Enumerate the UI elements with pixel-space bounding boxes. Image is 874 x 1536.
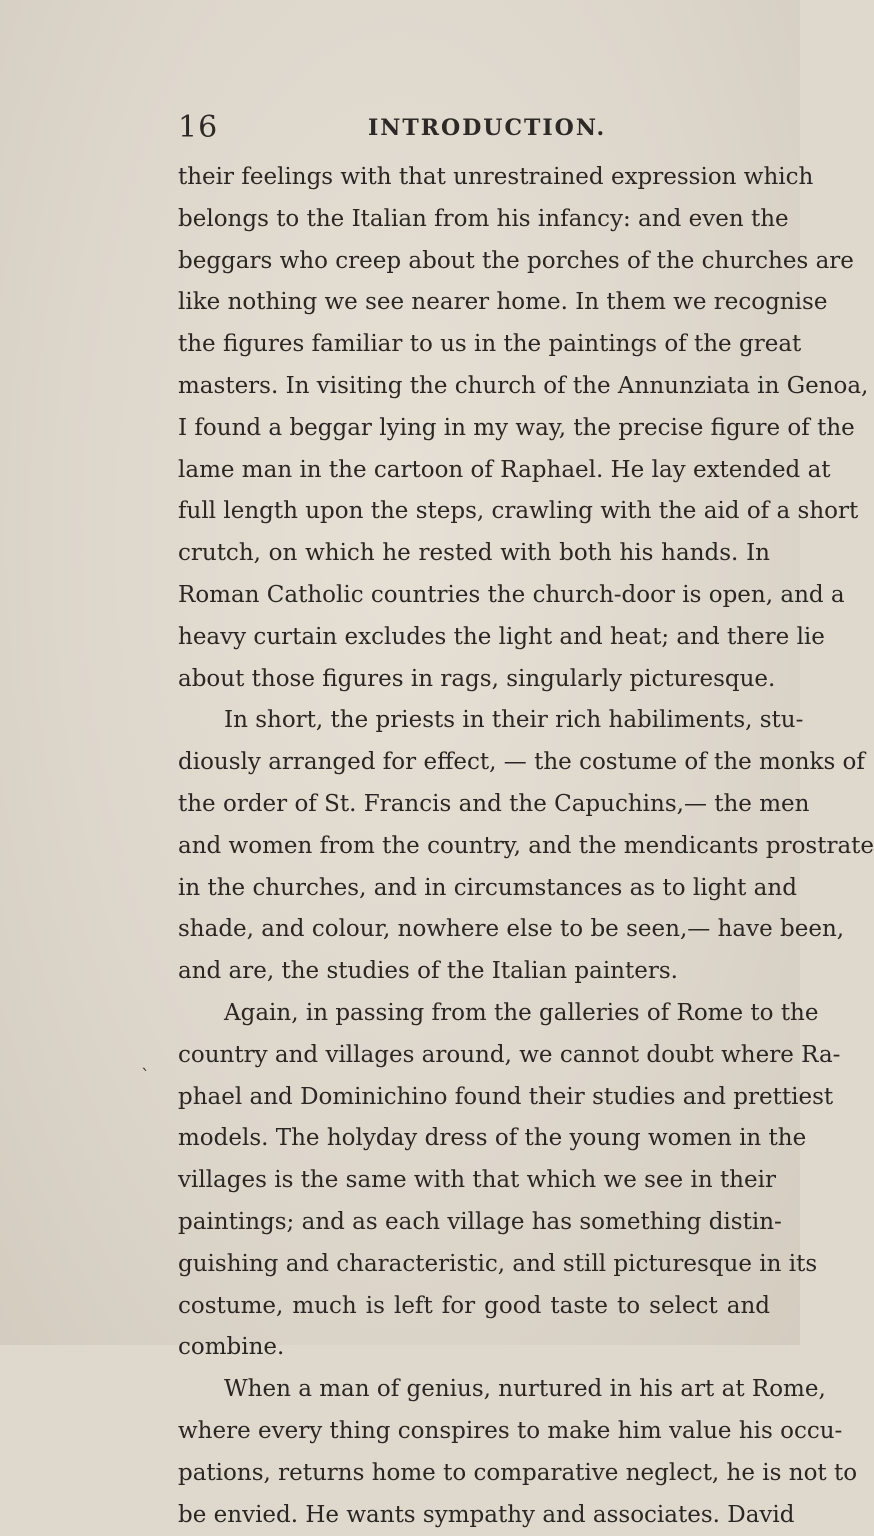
- text-line: and women from the country, and the mendicants prostrate: [178, 826, 770, 868]
- text-line: pations, returns home to comparative neglect, he is not to: [178, 1453, 770, 1495]
- text-line: be envied. He wants sympathy and associates. David: [178, 1495, 770, 1536]
- text-line: I found a beggar lying in my way, the precise figure of the: [178, 408, 770, 450]
- text-line: beggars who creep about the porches of the churches are: [178, 241, 770, 283]
- text-line: combine.: [178, 1327, 770, 1369]
- text-line: Again, in passing from the galleries of Rome to the: [178, 993, 770, 1035]
- running-title: INTRODUCTION.: [368, 112, 606, 144]
- text-line: the figures familiar to us in the paintings of the great: [178, 324, 770, 366]
- text-line: heavy curtain excludes the light and heat; and there lie: [178, 617, 770, 659]
- text-line: costume, much is left for good taste to select and: [178, 1286, 770, 1328]
- text-line: about those figures in rags, singularly picturesque.: [178, 659, 770, 701]
- text-line: Roman Catholic countries the church-door is open, and a: [178, 575, 770, 617]
- text-line: diously arranged for effect, — the costume of the monks of: [178, 742, 770, 784]
- page-number: 16: [178, 108, 218, 148]
- text-line: lame man in the cartoon of Raphael. He lay extended at: [178, 450, 770, 492]
- text-line: phael and Dominichino found their studies and prettiest: [178, 1077, 770, 1119]
- text-line: paintings; and as each village has something distin-: [178, 1202, 770, 1244]
- text-line: guishing and characteristic, and still picturesque in its: [178, 1244, 770, 1286]
- running-head: [178, 108, 750, 148]
- text-line: country and villages around, we cannot doubt where Ra-: [178, 1035, 770, 1077]
- body-text: [178, 157, 770, 1536]
- text-line: shade, and colour, nowhere else to be seen,— have been,: [178, 909, 770, 951]
- text-line: models. The holyday dress of the young women in the: [178, 1118, 770, 1160]
- text-line: in the churches, and in circumstances as to light and: [178, 868, 770, 910]
- text-line: villages is the same with that which we see in their: [178, 1160, 770, 1202]
- text-line: like nothing we see nearer home. In them we recognise: [178, 282, 770, 324]
- text-line: full length upon the steps, crawling with the aid of a short: [178, 491, 770, 533]
- text-line: masters. In visiting the church of the Annunziata in Genoa,: [178, 366, 770, 408]
- text-line: the order of St. Francis and the Capuchins,— the men: [178, 784, 770, 826]
- text-line: crutch, on which he rested with both his hands. In: [178, 533, 770, 575]
- text-line: belongs to the Italian from his infancy: and even the: [178, 199, 770, 241]
- margin-mark: `: [141, 1066, 150, 1087]
- text-line: In short, the priests in their rich habiliments, stu-: [178, 700, 770, 742]
- text-line: their feelings with that unrestrained expression which: [178, 157, 770, 199]
- text-line: and are, the studies of the Italian painters.: [178, 951, 770, 993]
- text-line: When a man of genius, nurtured in his art at Rome,: [178, 1369, 770, 1411]
- text-line: where every thing conspires to make him value his occu-: [178, 1411, 770, 1453]
